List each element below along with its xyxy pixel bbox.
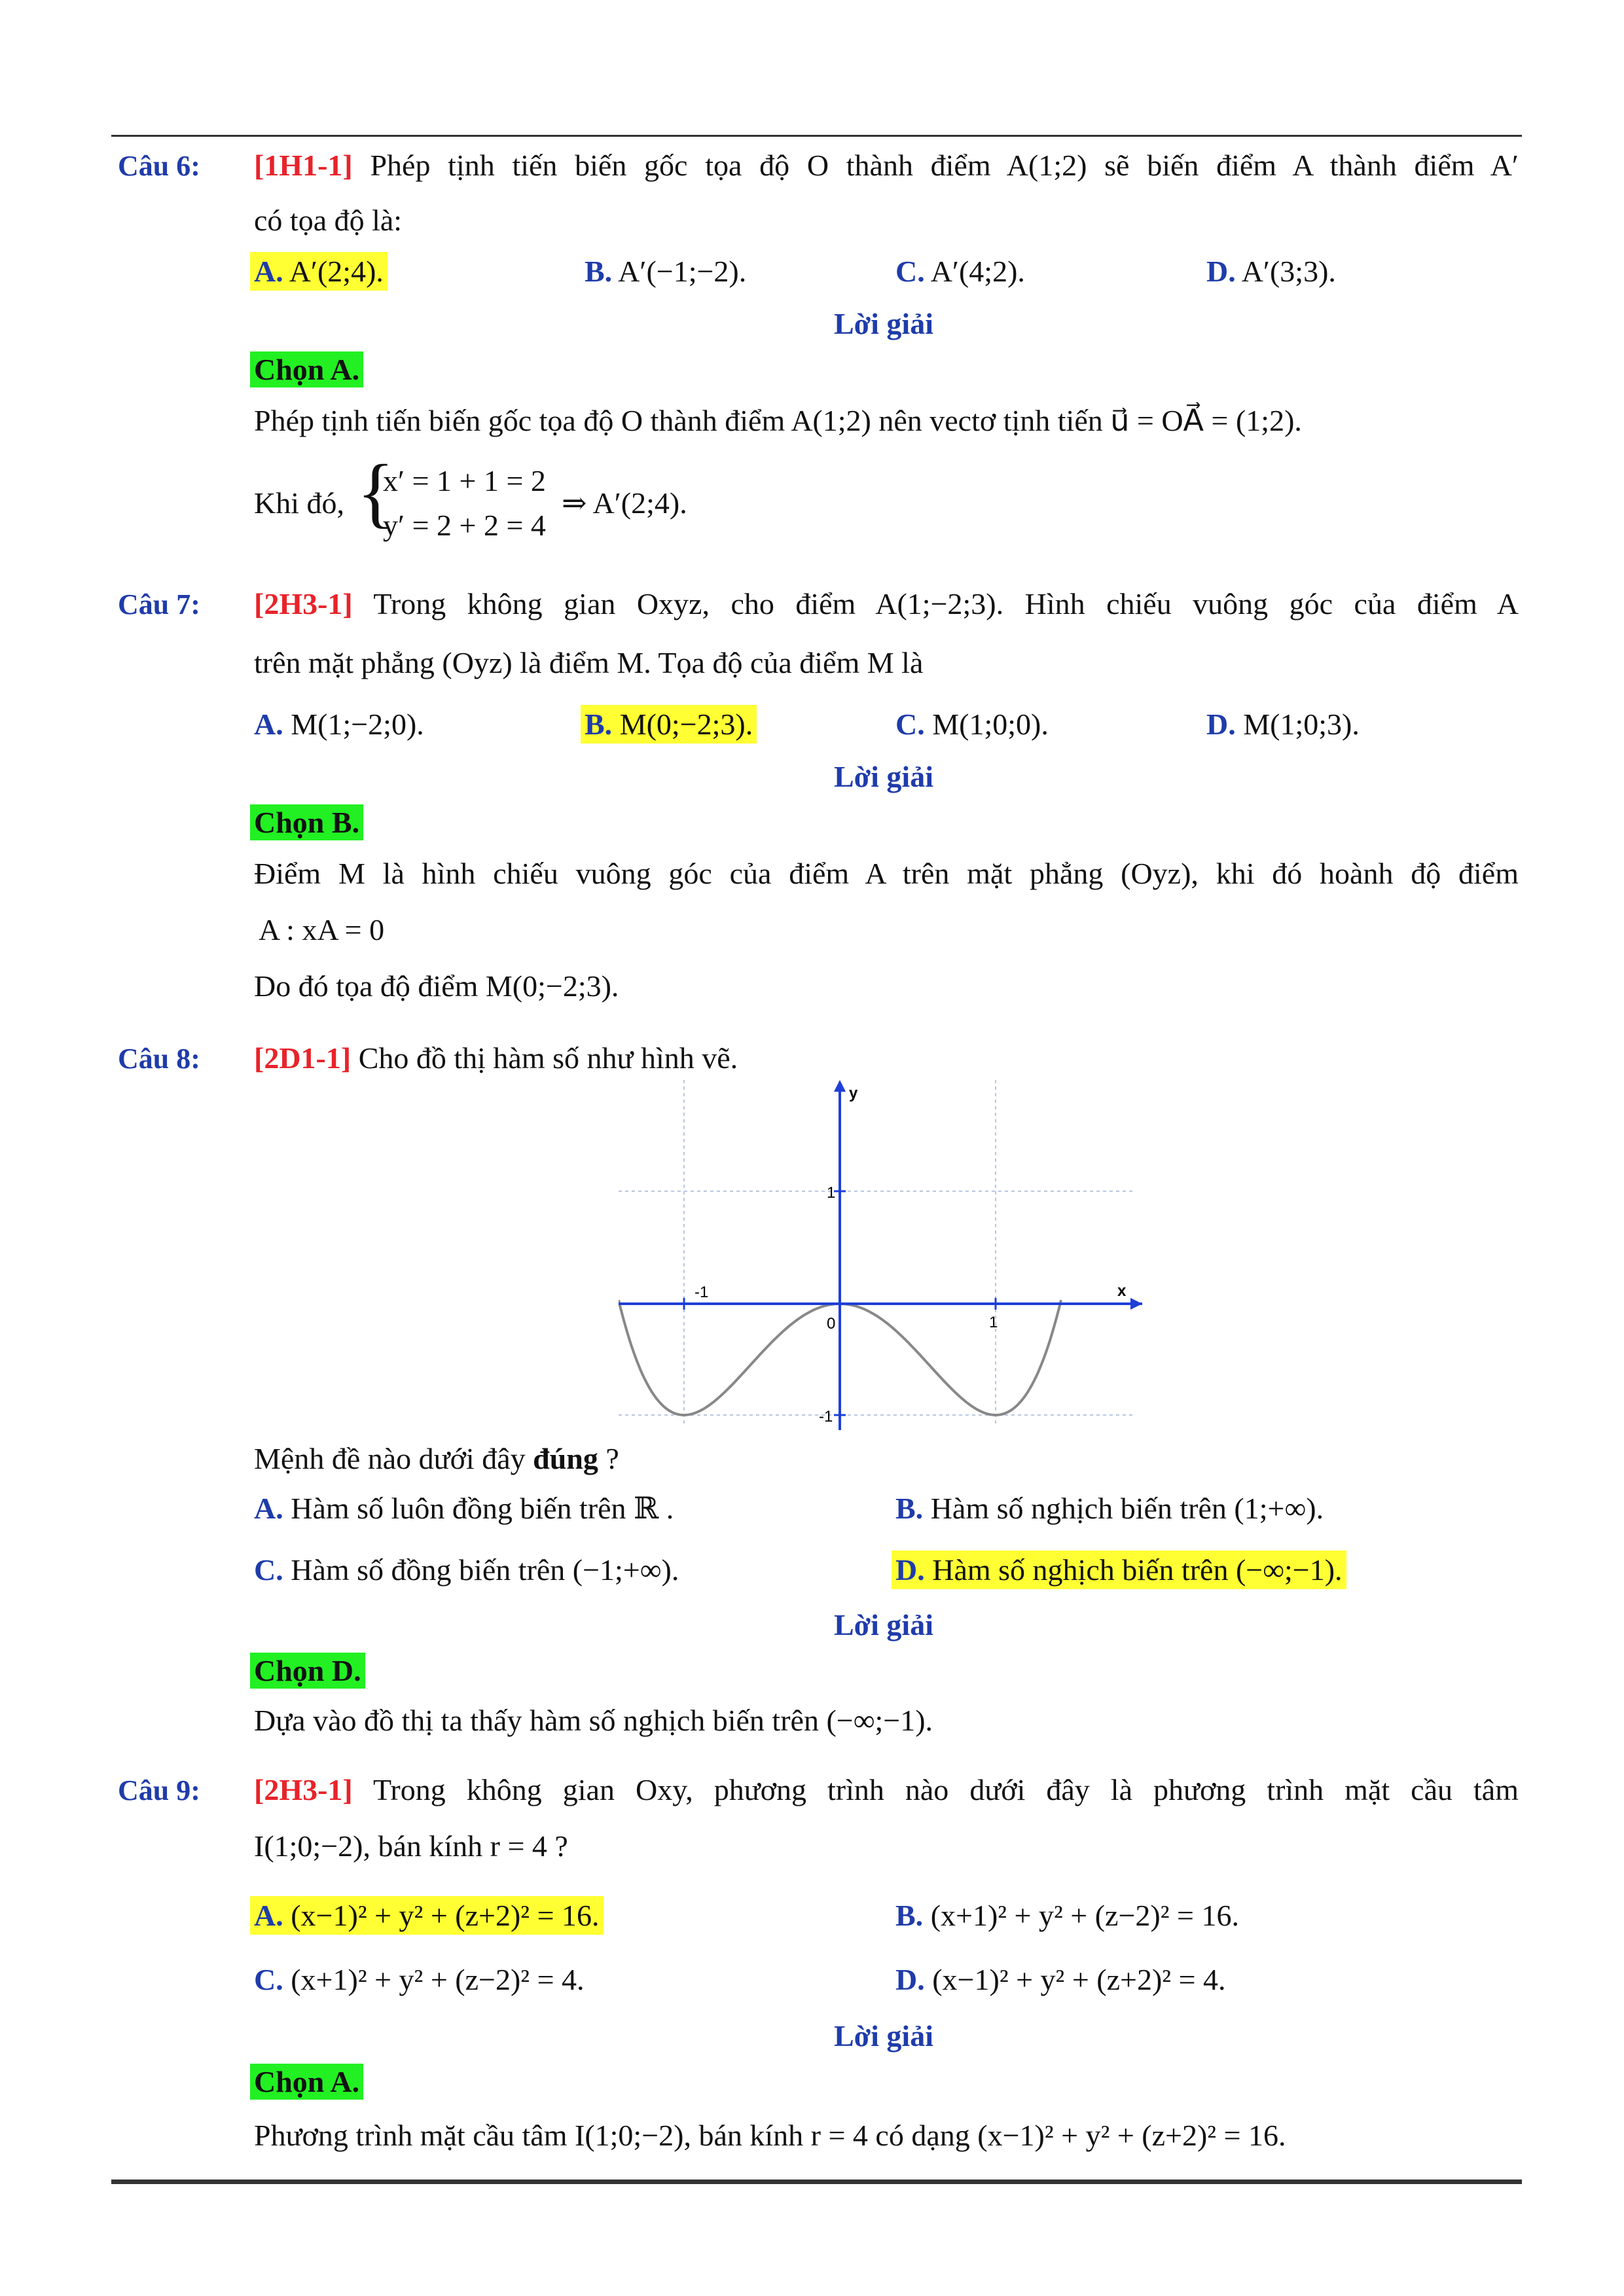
option-c[interactable] [895, 704, 1049, 745]
option-label: C. [895, 708, 925, 741]
option-text: Hàm số đồng biến trên (−1;+∞). [291, 1553, 679, 1587]
option-b[interactable] [895, 1895, 1239, 1936]
question-tag: [1H1-1] [254, 149, 353, 182]
question-stem-line-2: trên mặt phẳng (Oyz) là điểm M. Tọa độ của điểm M là [254, 646, 924, 679]
function-graph [619, 1080, 1142, 1433]
option-text: A′(4;2). [930, 255, 1025, 288]
question-tag: [2H3-1] [254, 587, 353, 620]
question-stem-text: Trong không gian Oxyz, cho điểm A(1;−2;3). Hình chiếu vuông góc của điểm A [373, 587, 1519, 620]
tick-label-origin: 0 [827, 1315, 836, 1333]
chosen-answer-badge: Chọn B. [250, 804, 363, 840]
question-stem-line-1 [254, 1770, 1519, 1810]
explanation-line: Khi đó, [254, 486, 344, 520]
option-label: A. [254, 1492, 283, 1525]
question-tag: [2D1-1] [254, 1041, 352, 1075]
question-number: Câu 7: [118, 588, 200, 620]
question-prompt [254, 1439, 619, 1479]
option-text: A′(3;3). [1241, 255, 1336, 288]
chosen-answer [254, 802, 363, 843]
option-label: B. [585, 255, 613, 288]
explanation-line: Do đó tọa độ điểm M(0;−2;3). [254, 969, 619, 1003]
option-c[interactable] [254, 1960, 585, 2000]
top-rule [111, 135, 1522, 137]
option-a[interactable] [254, 704, 424, 745]
x-axis-arrow [1130, 1298, 1142, 1310]
chosen-answer-badge: Chọn A. [250, 351, 363, 387]
question-stem-line-2: I(1;0;−2), bán kính r = 4 ? [254, 1829, 568, 1863]
option-d[interactable] [1206, 704, 1360, 745]
option-highlight [250, 252, 388, 291]
option-b[interactable] [585, 704, 757, 745]
option-text: (x−1)² + y² + (z+2)² = 4. [932, 1963, 1226, 1996]
solution-heading: Lời giải [834, 2019, 933, 2053]
explanation-line: Điểm M là hình chiếu vuông góc của điểm A trên mặt phẳng (Oyz), khi đó hoành độ điểm [254, 857, 1519, 890]
y-axis-arrow [834, 1080, 846, 1092]
tick-label-y-neg1: -1 [819, 1408, 833, 1426]
option-highlight [581, 705, 757, 744]
option-label: A. [254, 1899, 283, 1932]
option-text: M(1;−2;0). [291, 708, 424, 741]
x-axis-label: x [1117, 1282, 1127, 1300]
question-number: Câu 8: [118, 1043, 200, 1075]
function-graph-svg [619, 1080, 1142, 1433]
explanation-line: ⇒ A′(2;4). [562, 486, 687, 520]
solution-heading: Lời giải [834, 760, 933, 793]
option-text: M(1;0;3). [1243, 708, 1360, 741]
option-label: A. [254, 708, 283, 741]
tick-label-y-pos1: 1 [827, 1184, 836, 1202]
explanation-line: Phương trình mặt cầu tâm I(1;0;−2), bán kính r = 4 có dạng (x−1)² + y² + (z+2)² = 16. [254, 2119, 1286, 2152]
explanation-line: A : xA = 0 [259, 913, 385, 946]
option-d[interactable] [895, 1960, 1226, 2000]
system-brace: { [357, 448, 395, 535]
explanation-line: Phép tịnh tiến biến gốc tọa độ O thành điểm A(1;2) nên vectơ tịnh tiến u⃗ = OA⃗ = (1;2). [254, 404, 1302, 437]
option-text: A′(−1;−2). [618, 255, 747, 288]
question-stem-line-1 [254, 584, 1519, 624]
option-d[interactable] [895, 1550, 1346, 1590]
option-text: (x+1)² + y² + (z−2)² = 16. [930, 1899, 1239, 1932]
option-b[interactable] [585, 251, 746, 292]
chosen-answer-badge: Chọn D. [250, 1653, 365, 1689]
option-b[interactable] [895, 1488, 1324, 1529]
question-number: Câu 6: [118, 150, 200, 182]
tick-label-x-neg1: -1 [695, 1283, 709, 1301]
option-c[interactable] [895, 251, 1025, 292]
system-equation: y′ = 2 + 2 = 4 [383, 509, 546, 542]
chosen-answer [254, 350, 363, 390]
option-a[interactable] [254, 1488, 674, 1529]
chosen-answer-badge: Chọn A. [250, 2064, 363, 2100]
option-c[interactable] [254, 1550, 679, 1590]
tick-label-x-pos1: 1 [989, 1314, 998, 1331]
question-prompt-prefix: Mệnh đề nào dưới đây [254, 1442, 526, 1475]
y-axis-label: y [849, 1085, 858, 1102]
question-stem-text: Cho đồ thị hàm số như hình vẽ. [358, 1041, 738, 1075]
option-label: C. [254, 1553, 283, 1587]
option-text: Hàm số luôn đồng biến trên ℝ . [291, 1492, 674, 1525]
option-label: B. [895, 1492, 924, 1525]
chosen-answer [254, 2062, 363, 2102]
option-label: D. [895, 1963, 925, 1996]
solution-heading: Lời giải [834, 1608, 933, 1641]
option-label: D. [1206, 255, 1236, 288]
question-number: Câu 9: [118, 1774, 200, 1806]
option-text: M(1;0;0). [932, 708, 1049, 741]
option-text: (x+1)² + y² + (z−2)² = 4. [291, 1963, 585, 1996]
option-label: A. [254, 255, 283, 288]
option-text: A′(2;4). [289, 255, 384, 288]
question-tag: [2H3-1] [254, 1773, 353, 1806]
option-a[interactable] [254, 1895, 604, 1936]
option-label: D. [895, 1553, 925, 1587]
chosen-answer [254, 1651, 365, 1691]
question-stem-line-1 [254, 1038, 738, 1079]
option-label: D. [1206, 708, 1236, 741]
option-text: Hàm số nghịch biến trên (1;+∞). [930, 1492, 1324, 1525]
bottom-rule [111, 2179, 1522, 2184]
option-label: C. [895, 255, 925, 288]
question-stem-text: Trong không gian Oxy, phương trình nào dưới đây là phương trình mặt cầu tâm [372, 1773, 1519, 1806]
question-prompt-suffix: ? [605, 1442, 619, 1475]
option-highlight [250, 1896, 604, 1935]
option-text: (x−1)² + y² + (z+2)² = 16. [291, 1899, 600, 1932]
option-label: C. [254, 1963, 283, 1996]
option-label: B. [585, 708, 613, 741]
question-stem-text: Phép tịnh tiến biến gốc tọa độ O thành điểm A(1;2) sẽ biến điểm A thành điểm A′ [370, 149, 1519, 182]
question-stem-line-1 [254, 145, 1519, 186]
option-text: Hàm số nghịch biến trên (−∞;−1). [932, 1553, 1343, 1587]
option-d[interactable] [1206, 251, 1336, 292]
system-equation: x′ = 1 + 1 = 2 [383, 464, 546, 497]
explanation-line: Dựa vào đồ thị ta thấy hàm số nghịch biến trên (−∞;−1). [254, 1704, 933, 1737]
question-stem-line-2: có tọa độ là: [254, 204, 403, 237]
option-a[interactable] [254, 251, 388, 292]
option-label: B. [895, 1899, 924, 1932]
solution-heading: Lời giải [834, 307, 933, 340]
option-text: M(0;−2;3). [619, 708, 753, 741]
option-highlight [892, 1551, 1346, 1589]
question-prompt-emphasis: đúng [533, 1442, 598, 1475]
